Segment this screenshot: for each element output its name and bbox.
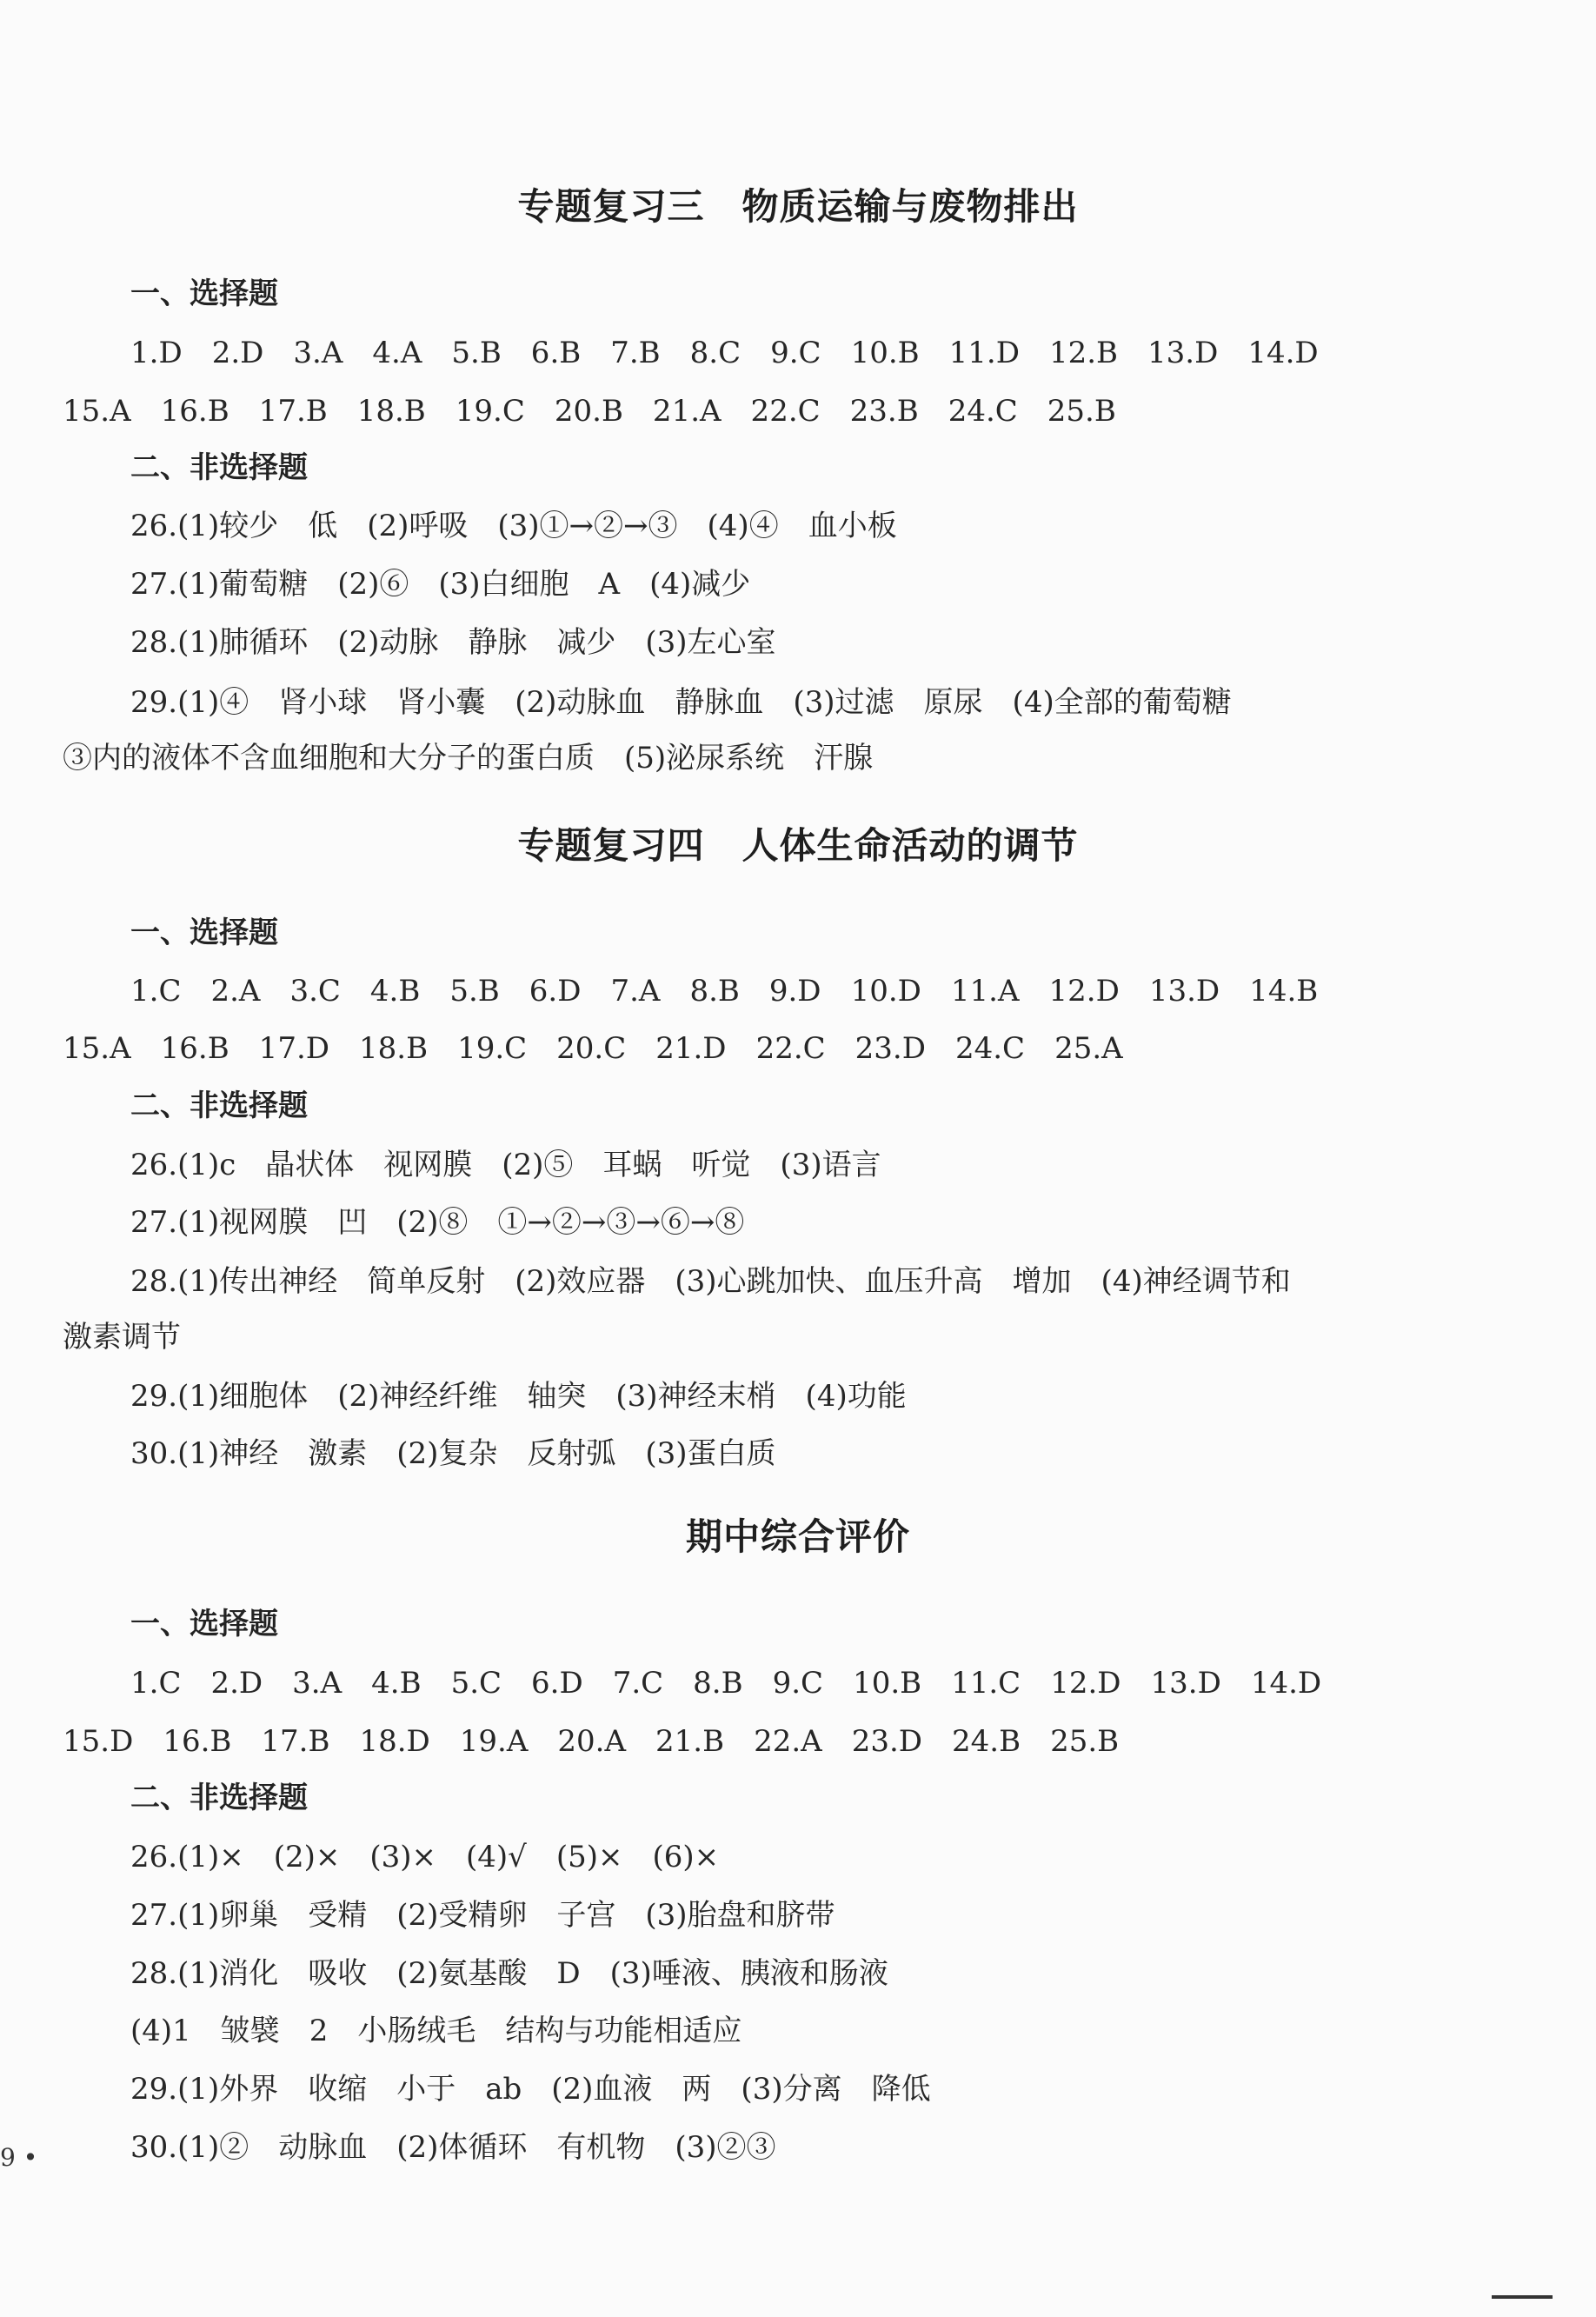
choice-answers-row: 1.C 2.A 3.C 4.B 5.B 6.D 7.A 8.B 9.D 10.D 11.A 12.D 13.D 14.B [130,974,1319,1009]
nonchoice-heading: 二、非选择题 [130,1089,308,1123]
answer-line: 26.(1)较少 低 (2)呼吸 (3)①→②→③ (4)④ 血小板 [130,509,897,543]
choice-answers-row: 15.D 16.B 17.B 18.D 19.A 20.A 21.B 22.A 23.D 24.B 25.B [63,1724,1120,1759]
answer-line: 29.(1)外界 收缩 小于 ab (2)血液 两 (3)分离 降低 [130,2072,931,2107]
choice-answers-row: 15.A 16.B 17.B 18.B 19.C 20.B 21.A 22.C 23.B 24.C 25.B [63,394,1116,429]
answer-line: (4)1 皱襞 2 小肠绒毛 结构与功能相适应 [130,2014,742,2048]
nonchoice-heading: 二、非选择题 [130,1781,308,1815]
choice-answers-row: 15.A 16.B 17.D 18.B 19.C 20.C 21.D 22.C 23.D 24.C 25.A [63,1031,1123,1066]
answer-line: 29.(1)细胞体 (2)神经纤维 轴突 (3)神经末梢 (4)功能 [130,1379,907,1414]
section-title: 专题复习三 物质运输与废物排出 [517,185,1079,228]
answer-line: 30.(1)② 动脉血 (2)体循环 有机物 (3)②③ [130,2130,776,2165]
answer-line: 30.(1)神经 激素 (2)复杂 反射弧 (3)蛋白质 [130,1436,776,1471]
section-title: 期中综合评价 [685,1515,910,1558]
answer-line: 28.(1)传出神经 简单反射 (2)效应器 (3)心跳加快、血压升高 增加 (4)神经调节和 [130,1264,1291,1299]
answer-line: 29.(1)④ 肾小球 肾小囊 (2)动脉血 静脉血 (3)过滤 原尿 (4)全部的葡萄糖 [130,685,1232,720]
choice-answers-row: 1.D 2.D 3.A 4.A 5.B 6.B 7.B 8.C 9.C 10.B 11.D 12.B 13.D 14.D [130,336,1319,370]
choice-answers-row: 1.C 2.D 3.A 4.B 5.C 6.D 7.C 8.B 9.C 10.B 11.C 12.D 13.D 14.D [130,1666,1322,1701]
page-number: 9 • [0,2143,38,2172]
answer-line: 28.(1)消化 吸收 (2)氨基酸 D (3)唾液、胰液和肠液 [130,1956,888,1991]
answer-line: 26.(1)c 晶状体 视网膜 (2)⑤ 耳蜗 听觉 (3)语言 [130,1148,881,1182]
choice-heading: 一、选择题 [130,1607,278,1641]
answer-line: 28.(1)肺循环 (2)动脉 静脉 减少 (3)左心室 [130,625,776,660]
choice-heading: 一、选择题 [130,276,278,311]
answer-line: 27.(1)视网膜 凹 (2)⑧ ①→②→③→⑥→⑧ [130,1205,745,1240]
answer-line: 27.(1)葡萄糖 (2)⑥ (3)白细胞 A (4)减少 [130,567,751,602]
corner-mark [1492,2295,1553,2299]
answer-line: 27.(1)卵巢 受精 (2)受精卵 子宫 (3)胎盘和脐带 [130,1898,835,1933]
choice-heading: 一、选择题 [130,915,278,950]
section-title: 专题复习四 人体生命活动的调节 [517,824,1079,867]
answer-line: ③内的液体不含血细胞和大分子的蛋白质 (5)泌尿系统 汗腺 [63,741,874,776]
nonchoice-heading: 二、非选择题 [130,450,308,485]
answer-line: 26.(1)× (2)× (3)× (4)√ (5)× (6)× [130,1840,720,1874]
answer-line: 激素调节 [63,1320,181,1355]
